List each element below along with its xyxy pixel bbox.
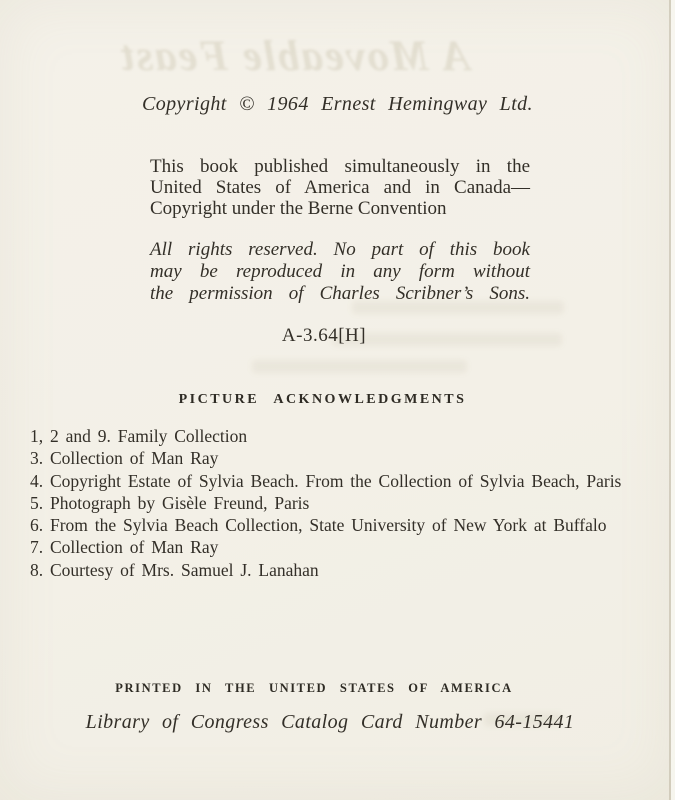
library-of-congress-line: Library of Congress Catalog Card Number 64-15441	[85, 711, 575, 733]
rights-notice	[150, 239, 530, 305]
acknowledgment-item: 1, 2 and 9. Family Collection	[30, 426, 248, 446]
showthrough-book-title: A Moveable Feast	[120, 33, 470, 80]
rights-notice-line: may be reproduced in any form without	[150, 261, 530, 282]
rights-notice-line: the permission of Charles Scribner’s Sons.	[150, 283, 530, 304]
publication-notice	[150, 156, 530, 219]
rights-notice-line: All rights reserved. No part of this book	[150, 239, 530, 260]
publication-notice-line: This book published simultaneously in the	[150, 156, 530, 177]
publication-notice-line: United States of America and in Canada—	[150, 177, 530, 198]
printed-in-usa-line: PRINTED IN THE UNITED STATES OF AMERICA	[115, 681, 513, 695]
copyright-line: Copyright © 1964 Ernest Hemingway Ltd.	[142, 93, 533, 115]
acknowledgment-item: 6. From the Sylvia Beach Collection, State University of New York at Buffalo	[30, 515, 607, 536]
page-edge-line	[669, 0, 671, 800]
acknowledgments-heading: PICTURE ACKNOWLEDGMENTS	[178, 392, 467, 407]
acknowledgment-item: 4. Copyright Estate of Sylvia Beach. From the Collection of Sylvia Beach, Paris	[30, 470, 622, 491]
publication-notice-line: Copyright under the Berne Convention	[150, 198, 447, 219]
acknowledgments-list	[30, 425, 646, 581]
showthrough-text-smudge	[252, 360, 467, 373]
acknowledgment-item: 8. Courtesy of Mrs. Samuel J. Lanahan	[30, 559, 319, 580]
page-edge-highlight	[671, 0, 675, 800]
printers-key: A-3.64[H]	[281, 325, 367, 346]
acknowledgment-item: 5. Photograph by Gisèle Freund, Paris	[30, 492, 310, 513]
acknowledgment-item: 3. Collection of Man Ray	[30, 448, 219, 469]
acknowledgment-item: 7. Collection of Man Ray	[30, 537, 219, 558]
